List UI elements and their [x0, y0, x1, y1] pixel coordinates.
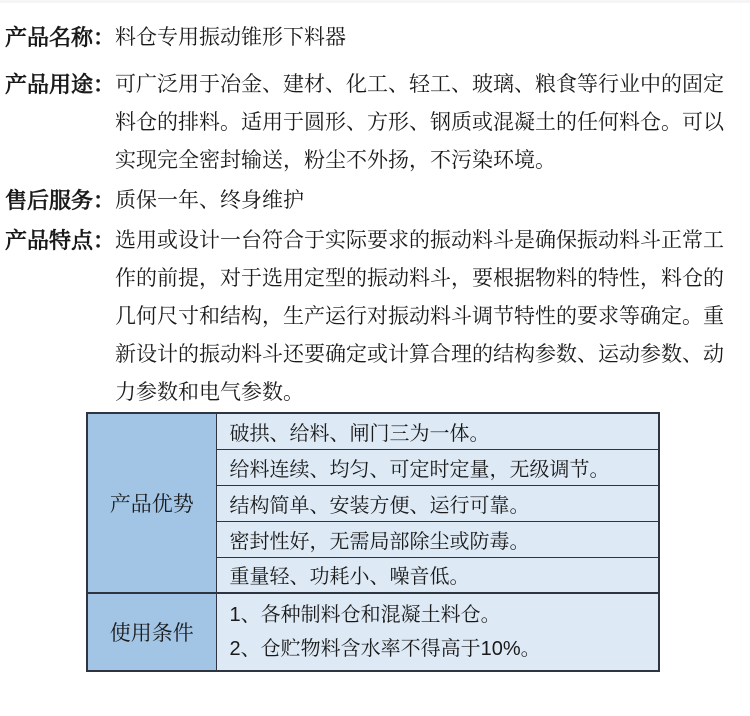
- advantage-cell-1: 破拱、给料、闸门三为一体。: [216, 413, 659, 449]
- spec-product-use: [5, 66, 745, 180]
- advantage-cell-2: 给料连续、均匀、可定时定量，无级调节。: [216, 449, 659, 485]
- field-label-product-name: 产品名称：: [5, 25, 116, 50]
- condition-line-1: 1、各种制料仓和混凝土料仓。: [229, 604, 501, 626]
- product-detail-page: [0, 3, 750, 672]
- field-value-after-sales: 质保一年、终身维护: [115, 189, 305, 212]
- condition-line-2: 2、仓贮物料含水率不得高于10%。: [229, 638, 541, 660]
- field-value-product-name: 料仓专用振动锥形下料器: [115, 26, 347, 49]
- field-label-product-use: 产品用途：: [5, 72, 116, 97]
- conditions-cell: [216, 593, 659, 671]
- advantage-cell-4: 密封性好，无需局部除尘或防毒。: [216, 521, 659, 557]
- conditions-label-cell: 使用条件: [87, 593, 216, 671]
- field-value-product-use: 可广泛用于冶金、建材、化工、轻工、玻璃、粮食等行业中的固定料仓的排料。适用于圆形、方形、钢质或混凝土的任何料仓。可以实现完全密封输送，粉尘不外扬，不污染环境。: [115, 73, 725, 172]
- spec-product-features: [5, 222, 745, 412]
- advantage-row: [87, 413, 659, 449]
- advantage-cell-5: 重量轻、功耗小、噪音低。: [216, 557, 659, 593]
- field-label-after-sales: 售后服务：: [5, 188, 116, 213]
- field-label-product-features: 产品特点：: [5, 228, 116, 253]
- field-value-product-features: 选用或设计一台符合于实际要求的振动料斗是确保振动料斗正常工作的前提，对于选用定型的振动料斗，要根据物料的特性，料仓的几何尺寸和结构，生产运行对振动料斗调节特性的要求等确定。重新设计的振动料斗还要确定或计算合理的结构参数、运动参数、动力参数和电气参数。: [115, 229, 725, 404]
- advantages-label-cell: 产品优势: [87, 413, 216, 593]
- spec-product-name: [5, 20, 745, 56]
- product-info-table: [86, 412, 660, 672]
- advantage-cell-3: 结构简单、安装方便、运行可靠。: [216, 485, 659, 521]
- spec-after-sales: [5, 182, 745, 220]
- conditions-row: [87, 593, 659, 671]
